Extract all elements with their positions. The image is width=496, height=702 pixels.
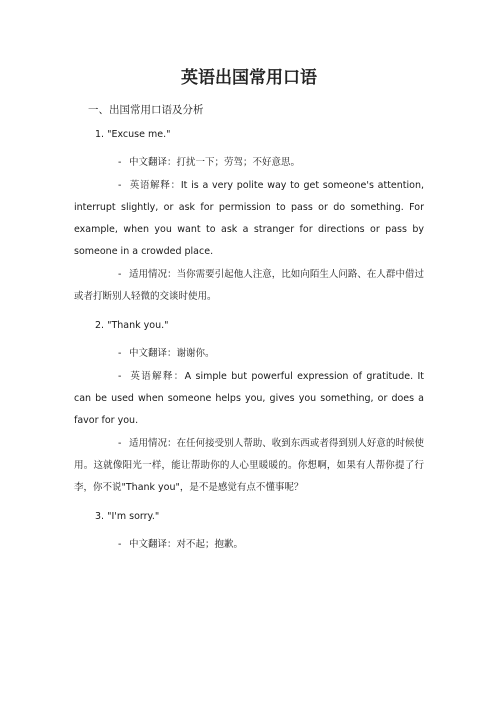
- translation-text: 中文翻译：谢谢你。: [129, 348, 215, 359]
- bullet-dash: -: [118, 539, 122, 550]
- usage-1: [74, 264, 424, 308]
- translation-text: 中文翻译：对不起；抱歉。: [129, 539, 244, 550]
- explanation-1: [74, 175, 424, 263]
- bullet-dash: -: [118, 269, 122, 280]
- explanation-text: 英语解释：A simple but powerful expression of gratitude. It can be used when someone helps you, gives you something, or does a favor for you.: [74, 371, 424, 426]
- translation-1: [74, 152, 424, 174]
- bullet-dash: -: [118, 438, 122, 449]
- explanation-2: [74, 366, 424, 432]
- bullet-dash: -: [118, 348, 122, 359]
- usage-2: [74, 433, 424, 499]
- explanation-text: 英语解释：It is a very polite way to get someone's attention, interrupt slightly, or ask for permission to pass or do something. For example, when you want to ask a stranger for directions or pass by someone in a crowded place.: [74, 180, 424, 257]
- translation-text: 中文翻译：打扰一下；劳驾；不好意思。: [129, 157, 301, 168]
- bullet-dash: -: [118, 157, 122, 168]
- bullet-dash: -: [118, 180, 122, 191]
- phrase-1: 1. "Excuse me.": [95, 129, 171, 140]
- usage-text: 适用情况：当你需要引起他人注意，比如向陌生人问路、在人群中借过或者打断别人轻微的交谈时使用。: [74, 269, 424, 302]
- bullet-dash: -: [118, 371, 122, 382]
- translation-3: [74, 534, 424, 556]
- document-title: 英语出国常用口语: [181, 68, 317, 88]
- phrase-3: 3. "I'm sorry.": [95, 511, 160, 522]
- section-heading: 一、出国常用口语及分析: [88, 104, 204, 116]
- phrase-2: 2. "Thank you.": [95, 320, 169, 331]
- translation-2: [74, 343, 424, 365]
- usage-text: 适用情况：在任何接受别人帮助、收到东西或者得到别人好意的时候使用。这就像阳光一样，能让帮助你的人心里暖暖的。你想啊，如果有人帮你提了行李，你不说"Thank you"，是不是感觉有点不懂事呢？: [74, 438, 424, 493]
